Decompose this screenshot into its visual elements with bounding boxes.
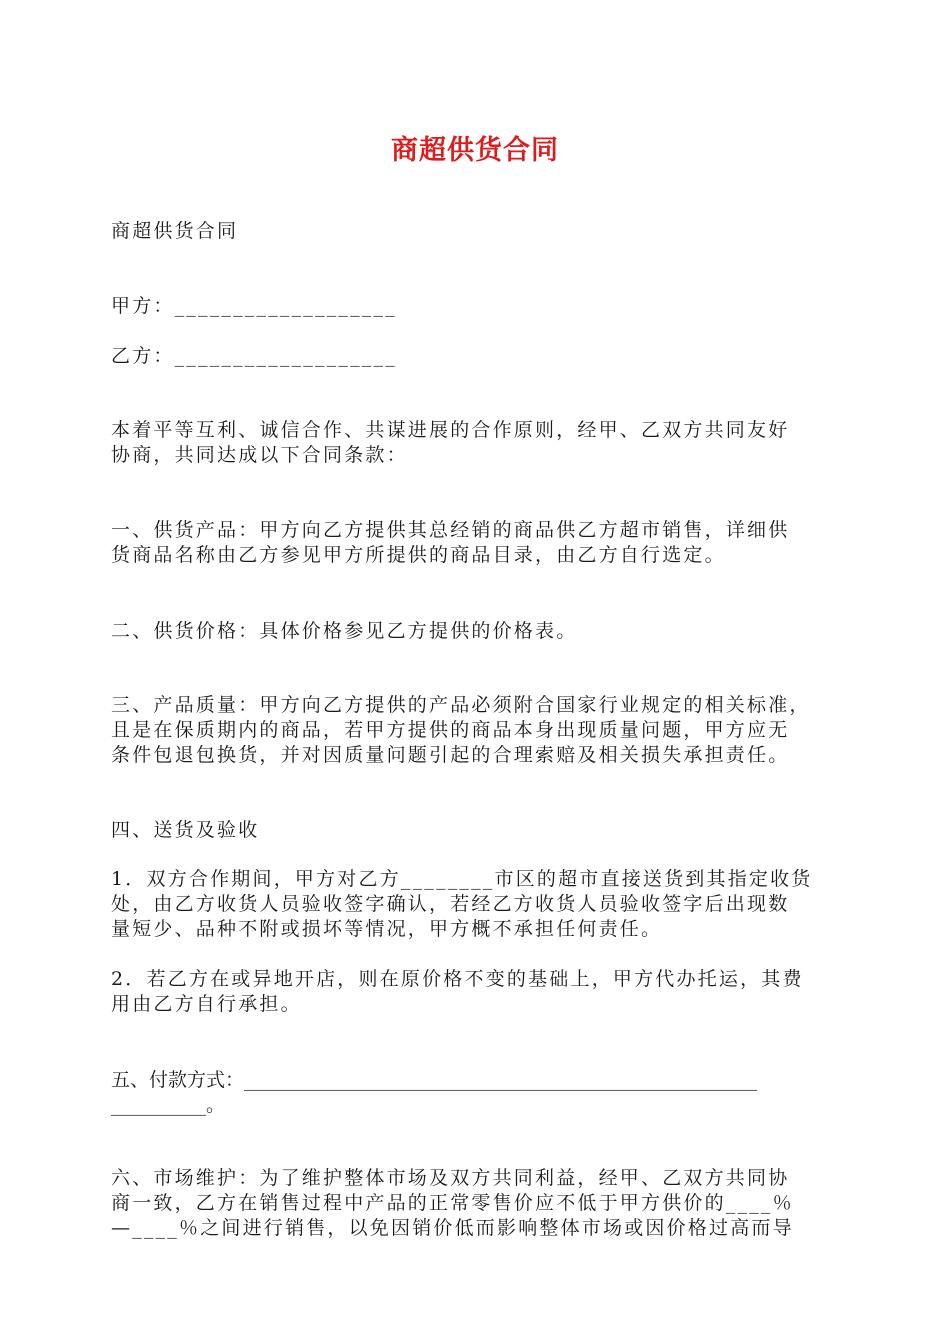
text-line: 且是在保质期内的商品，若甲方提供的商品本身出现质量问题，甲方应无 [111, 719, 790, 741]
text-line: 条件包退包换货，并对因质量问题引起的合理索赔及相关损失承担责任。 [111, 744, 790, 766]
clause-6 [111, 1166, 846, 1241]
clause-4-heading [111, 818, 846, 843]
clause-4-item-2 [111, 967, 846, 1017]
text-line: 甲方：___________________ [111, 295, 397, 317]
text-line: 本着平等互利、诚信合作、共谋进展的合作原则，经甲、乙双方共同友好 [111, 419, 790, 441]
clause-1 [111, 518, 846, 568]
text-line: 六、市场维护：为了维护整体市场及双方共同利益，经甲、乙双方共同协 [111, 1167, 790, 1189]
party-b-line [111, 344, 846, 369]
paragraph-preamble [111, 418, 846, 468]
text-line: 商一致，乙方在销售过程中产品的正常零售价应不低于甲方供价的____％ [111, 1192, 794, 1214]
text-line: 乙方：___________________ [111, 345, 397, 367]
text-line: 商超供货合同 [111, 220, 239, 242]
text-line: 2．若乙方在或异地开店，则在原价格不变的基础上，甲方代办托运，其费 [111, 968, 804, 990]
clause-4-item-1 [111, 867, 846, 942]
text-line: 量短少、品种不附或损坏等情况，甲方概不承担任何责任。 [111, 918, 663, 940]
document-title: 商超供货合同 [391, 135, 559, 166]
text-line: __________。 [111, 1094, 226, 1116]
text-line: 二、供货价格：具体价格参见乙方提供的价格表。 [111, 620, 578, 642]
text-line: 一、供货产品：甲方向乙方提供其总经销的商品供乙方超市销售，详细供 [111, 519, 790, 541]
text-line: 协商，共同达成以下合同条款： [111, 444, 408, 466]
text-line: 四、送货及验收 [111, 819, 260, 841]
clause-2 [111, 619, 846, 644]
text-line: 处，由乙方收货人员验收签字确认，若经乙方收货人员验收签字后出现数 [111, 893, 790, 915]
text-line: 货商品名称由乙方参见甲方所提供的商品目录，由乙方自行选定。 [111, 544, 726, 566]
party-a-line [111, 294, 846, 319]
paragraph-heading [111, 219, 846, 244]
clause-3 [111, 693, 846, 768]
clause-5 [111, 1068, 846, 1118]
text-line: 三、产品质量：甲方向乙方提供的产品必须附合国家行业规定的相关标准， [111, 694, 811, 716]
text-line: 五、付款方式：______________________________________________________ [111, 1069, 758, 1091]
text-line: 用由乙方自行承担。 [111, 993, 302, 1015]
text-line: 1．双方合作期间，甲方对乙方________市区的超市直接送货到其指定收货 [111, 868, 813, 890]
text-line: —____％之间进行销售，以免因销价低而影响整体市场或因价格过高而导 [111, 1217, 794, 1239]
